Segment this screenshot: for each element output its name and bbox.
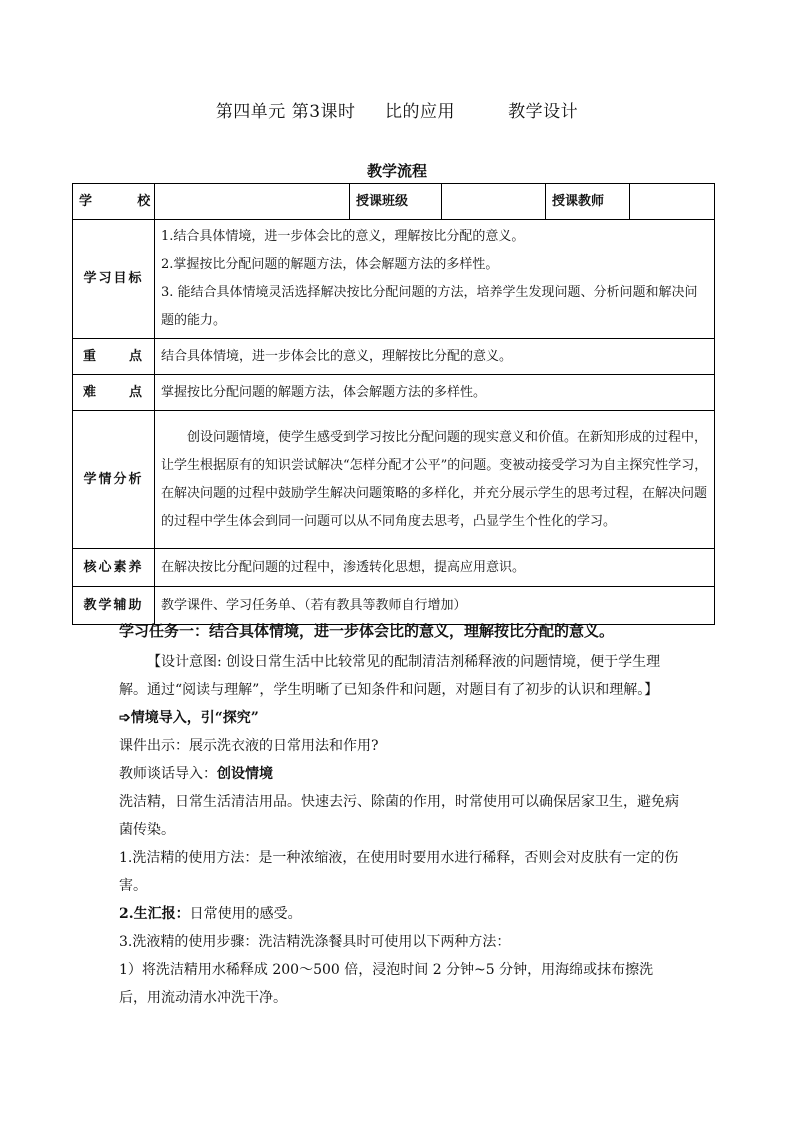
diff-label-a: 难 xyxy=(83,384,99,400)
table-row xyxy=(73,375,715,411)
school-value xyxy=(155,184,350,220)
difficulty-label xyxy=(73,375,155,411)
class-value xyxy=(442,184,546,220)
table-row xyxy=(73,549,715,587)
goal-item: 3. 能结合具体情境灵活选择解决按比分配问题的方法，培养学生发现问题、分析问题和解决问题的能力。 xyxy=(161,285,698,328)
usage-steps: 3.洗液精的使用步骤：洗洁精洗涤餐具时可使用以下两种方法： xyxy=(119,934,511,950)
analysis-value xyxy=(155,411,715,549)
report-prefix: 2.生汇报： xyxy=(119,906,190,922)
usage-method: 1.洗洁精的使用方法：是一种浓缩液，在使用时要用水进行稀释，否则会对皮肤有一定的伤害。 xyxy=(119,850,679,894)
task-one-body xyxy=(119,648,679,1012)
school-label: 学 校 xyxy=(73,184,155,220)
analysis-text: 创设问题情境，使学生感受到学习按比分配问题的现实意义和价值。在新知形成的过程中，让学生根据原有的知识尝试解决“怎样分配才公平”的问题。变被动接受学习为自主探究性学习，在解决问题的过程中鼓励学生解决问题策略的多样化，并充分展示学生的思考过程，在解决问题的过程中学生体会到同一问题可以从不同角度去思考，凸显学生个性化的学习。 xyxy=(161,429,708,529)
class-label: 授课班级 xyxy=(350,184,442,220)
goals-cell xyxy=(155,220,715,339)
teacher-value xyxy=(630,184,715,220)
table-row xyxy=(73,411,715,549)
student-report xyxy=(119,900,679,928)
key-label-b: 点 xyxy=(128,348,144,364)
table-row xyxy=(73,587,715,625)
detergent-desc: 洗洁精，日常生活清洁用品。快速去污、除菌的作用，时常使用可以确保居家卫生，避免病菌传染。 xyxy=(119,794,679,838)
section-heading: ➩情境导入，引“探究” xyxy=(119,710,259,726)
goals-label: 学习目标 xyxy=(73,220,155,339)
usage-step-1: 1）将洗洁精用水稀释成 200～500 倍，浸泡时间 2 分钟~5 分钟，用海绵或抹布擦洗后，用流动清水冲洗干净。 xyxy=(119,962,654,1006)
goal-item: 1.结合具体情境，进一步体会比的意义，理解按比分配的意义。 xyxy=(161,229,525,244)
key-points-value: 结合具体情境，进一步体会比的意义，理解按比分配的意义。 xyxy=(155,339,715,375)
goal-item: 2.掌握按比分配问题的解题方法，体会解题方法的多样性。 xyxy=(161,257,499,272)
page-title: 第四单元 第3课时 比的应用 教学设计 xyxy=(215,102,579,122)
table-row xyxy=(73,220,715,339)
teacher-intro-prefix: 教师谈话导入： xyxy=(119,766,217,782)
courseware-line: 课件出示：展示洗衣液的日常用法和作用? xyxy=(119,738,379,754)
report-text: 日常使用的感受。 xyxy=(189,906,302,922)
aid-value: 教学课件、学习任务单、（若有教具等教师自行增加） xyxy=(155,587,715,625)
table-row xyxy=(73,339,715,375)
lesson-info-table xyxy=(72,183,715,625)
table-row xyxy=(73,184,715,220)
task-one-title: 学习任务一：结合具体情境，进一步体会比的意义，理解按比分配的意义。 xyxy=(119,622,615,640)
difficulty-value: 掌握按比分配问题的解题方法，体会解题方法的多样性。 xyxy=(155,375,715,411)
core-value: 在解决按比分配问题的过程中，渗透转化思想，提高应用意识。 xyxy=(155,549,715,587)
aid-label: 教学辅助 xyxy=(73,587,155,625)
teacher-label: 授课教师 xyxy=(546,184,630,220)
analysis-label: 学情分析 xyxy=(73,411,155,549)
key-label-a: 重 xyxy=(83,348,99,364)
key-points-label xyxy=(73,339,155,375)
flow-title: 教学流程 xyxy=(366,162,427,180)
core-label: 核心素养 xyxy=(73,549,155,587)
diff-label-b: 点 xyxy=(128,384,144,400)
teacher-intro-bold: 创设情境 xyxy=(217,766,273,782)
design-intent: 【设计意图: 创设日常生活中比较常见的配制清洁剂稀释液的问题情境，便于学生理解。通过“阅读与理解”，学生明晰了已知条件和问题，对题目有了初步的认识和理解。】 xyxy=(119,654,661,698)
teacher-intro xyxy=(119,760,679,788)
